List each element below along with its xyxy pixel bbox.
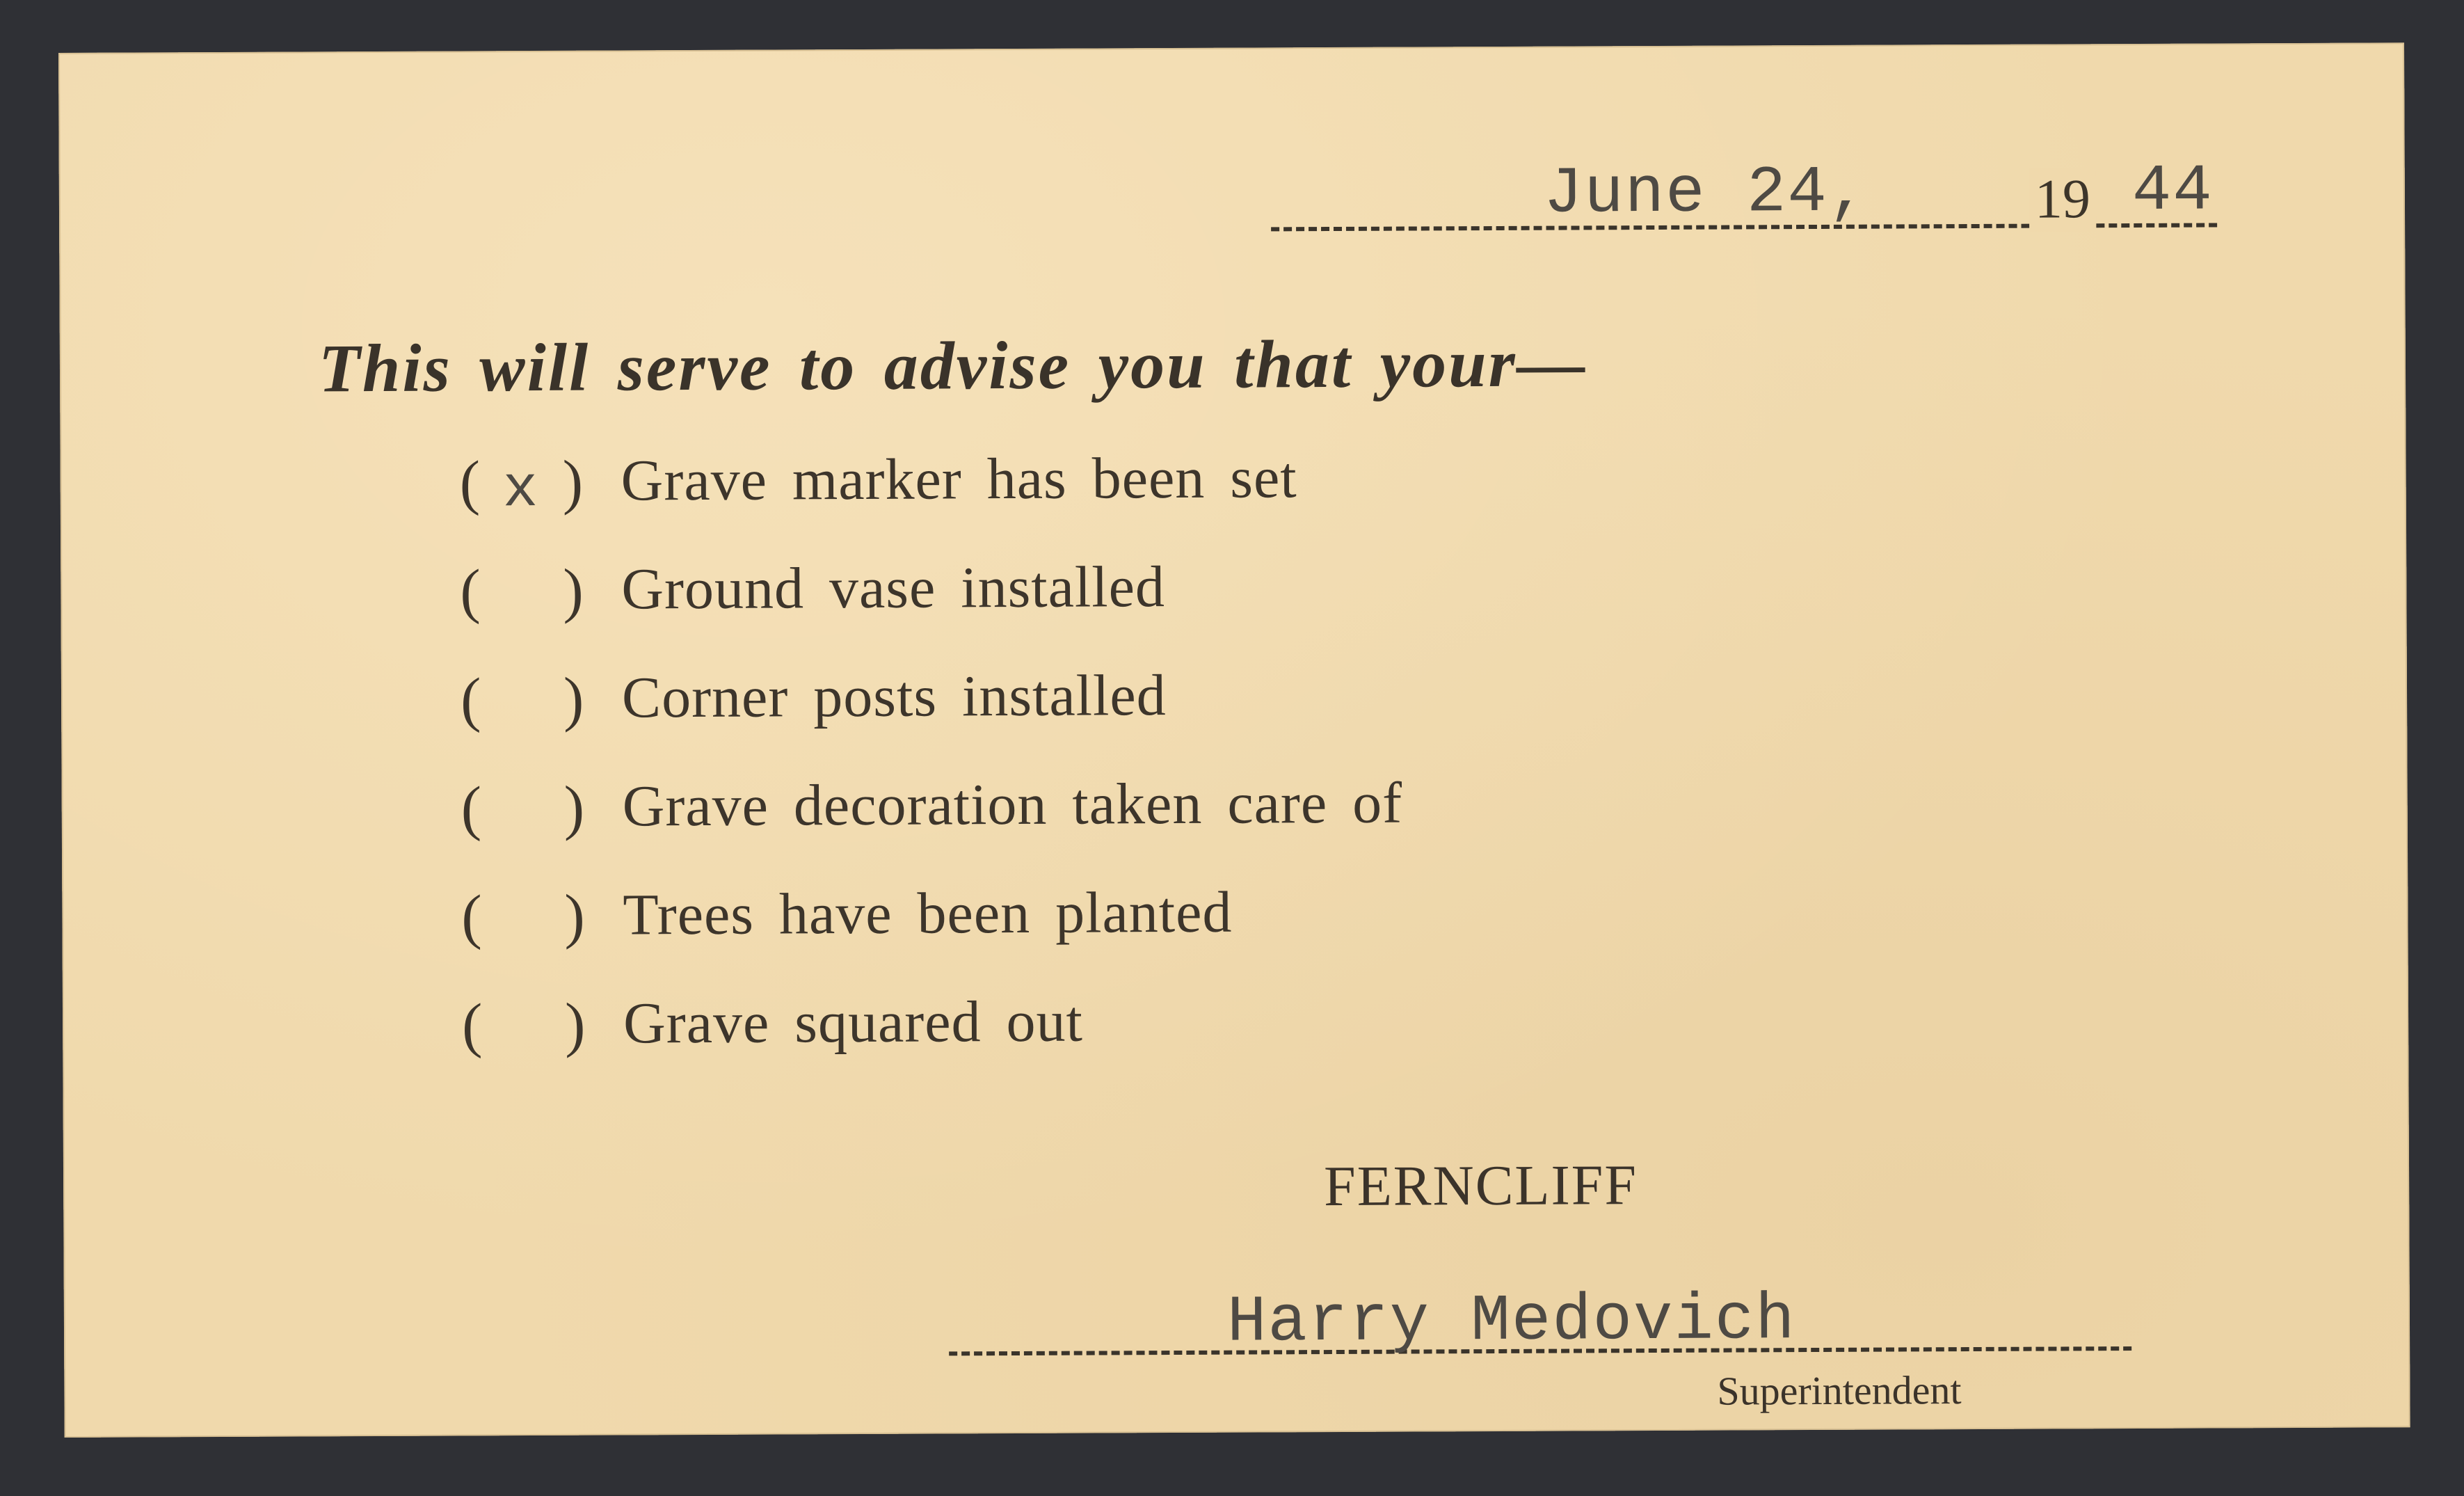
checkbox: ( )	[461, 774, 586, 843]
intro-text: This will serve to advise you that your—	[318, 326, 1587, 407]
date-field	[1271, 148, 2218, 242]
checklist-label: Ground vase installed	[621, 555, 1166, 622]
company-name: FERNCLIFF	[1323, 1153, 1638, 1218]
postcard	[58, 42, 2410, 1438]
date-month-day: June 24,	[1543, 156, 1869, 232]
date-year: 44	[2131, 154, 2214, 229]
checklist-label: Grave decoration taken care of	[622, 770, 1403, 839]
checklist-item	[459, 445, 1297, 556]
checklist-item	[460, 555, 1166, 665]
checkbox: ( )	[461, 991, 586, 1060]
checklist-item	[461, 989, 1084, 1099]
checkbox: ( )	[460, 665, 585, 734]
checkbox: ( )	[461, 882, 586, 951]
checklist	[459, 445, 1403, 1099]
date-century: 19	[2029, 168, 2096, 231]
signature-title: Superintendent	[1717, 1367, 1962, 1414]
checklist-item	[461, 770, 1403, 882]
checklist-label: Corner posts installed	[621, 663, 1167, 731]
checklist-label: Trees have been planted	[623, 880, 1233, 948]
checklist-item	[461, 880, 1233, 990]
check-mark: x	[502, 456, 539, 524]
checklist-label: Grave marker has been set	[621, 445, 1297, 514]
checklist-label: Grave squared out	[623, 989, 1084, 1056]
checkbox: ( )	[460, 557, 584, 626]
signature-name: Harry Medovich	[1226, 1284, 1796, 1360]
checkbox: ( x )	[459, 448, 584, 524]
signature-field	[949, 1282, 2132, 1371]
